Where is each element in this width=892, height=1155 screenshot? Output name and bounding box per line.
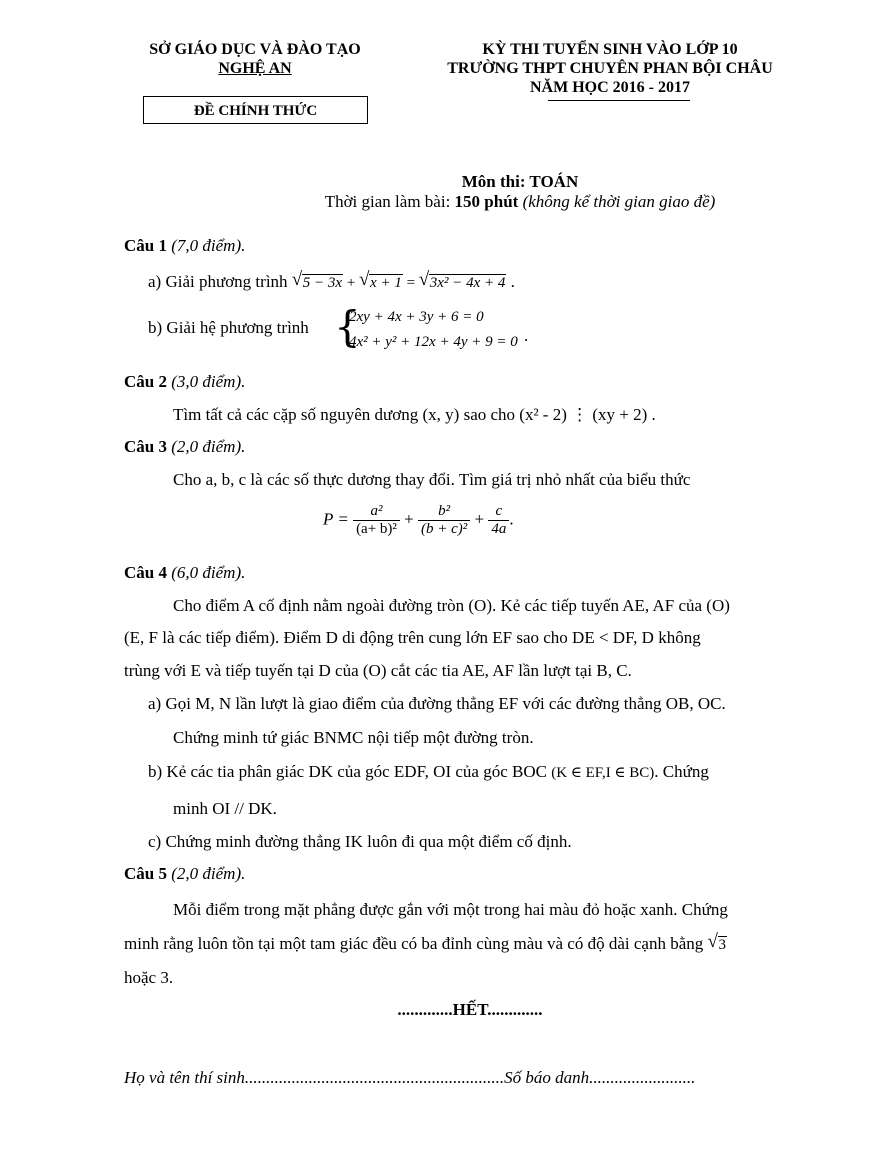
q1-a-term2: x + 1 [370, 275, 402, 291]
q1-a-term1: 5 − 3x [302, 275, 343, 291]
q3-title: Câu 3 [124, 437, 167, 456]
q4-a2: Chứng minh tứ giác BNMC nội tiếp một đường tròn. [173, 728, 534, 747]
q5-root: √ 3 [707, 931, 727, 953]
q4-b2: minh OI // DK. [173, 799, 277, 818]
q1-title: Câu 1 [124, 236, 167, 255]
f1-num: a² [353, 503, 400, 521]
q5-p2-text: minh rằng luôn tồn tại một tam giác đều có ba đỉnh cùng màu và có độ dài cạnh bằng [124, 934, 704, 953]
system-brace: { [334, 302, 361, 351]
q1-heading [124, 236, 245, 256]
end-marker: .............HẾT............. [397, 1000, 543, 1019]
q4-a1: a) Gọi M, N lần lượt là giao điểm của đường thẳng EF với các đường thẳng OB, OC. [148, 694, 726, 713]
candidate-info: Họ và tên thí sinh.............................................................Số báo danh......................... [124, 1068, 696, 1087]
q5-p1: Mỗi điểm trong mặt phẳng được gắn với một trong hai màu đỏ hoặc xanh. Chứng [173, 900, 728, 919]
q1-part-a: a) Giải phương trình √ 5 − 3x + √ x + 1 = √ 3x² − 4x + 4 . [148, 269, 515, 291]
exam-title: KỲ THI TUYỂN SINH VÀO LỚP 10 [482, 41, 738, 58]
q1-a-root1: √ 5 − 3x [291, 269, 343, 291]
q5-p3: hoặc 3. [124, 968, 174, 987]
q1-b-eq2: 4x² + y² + 12x + 4y + 9 = 0 [349, 334, 518, 350]
q5-p2 [124, 931, 727, 954]
time-value: 150 phút [454, 192, 519, 211]
q4-b1-text: b) Kẻ các tia phân giác DK của góc EDF, OI của góc BOC [148, 762, 547, 781]
header-rule [548, 100, 690, 101]
q1-a-root3: √ 3x² − 4x + 4 [418, 269, 506, 291]
q4-c1: c) Chứng minh đường thẳng IK luôn đi qua một điểm cố định. [148, 832, 572, 851]
q5-title: Câu 5 [124, 864, 167, 883]
q4-heading [124, 563, 245, 583]
province-name [120, 59, 390, 78]
f3-num: c [488, 503, 509, 521]
q4-p2: (E, F là các tiếp điểm). Điểm D di động trên cung lớn EF sao cho DE < DF, D không [124, 628, 701, 647]
q1-a-root2: √ x + 1 [359, 269, 402, 291]
time-info [200, 192, 840, 212]
q1-part-b-label: b) Giải hệ phương trình [148, 318, 309, 337]
official-exam-box: ĐỀ CHÍNH THỨC [143, 96, 368, 124]
fraction-1 [353, 503, 400, 538]
f3-den: 4a [491, 521, 507, 537]
q5-heading [124, 864, 245, 884]
p-label: P = [323, 509, 349, 529]
fraction-2 [418, 503, 470, 538]
q3-points: (2,0 điểm). [171, 437, 246, 456]
q3-expression: P = $\frac{\text{a²}}{\text{(a+ b)²}}$ + $\frac{\text{b²}}{\text{(b + c)²}}$ + $\frac{c}{4a}$ . [323, 503, 514, 537]
f1-den: (a+ b)² [356, 521, 397, 537]
q4-p3: trùng với E và tiếp tuyến tại D của (O) cắt các tia AE, AF lần lượt tại B, C. [124, 661, 632, 680]
q4-b1 [148, 762, 709, 782]
school-year: NĂM HỌC 2016 - 2017 [530, 79, 690, 96]
q3-text: Cho a, b, c là các số thực dương thay đổi. Tìm giá trị nhỏ nhất của biểu thức [173, 470, 691, 489]
q2-title: Câu 2 [124, 372, 167, 391]
time-note: (không kể thời gian giao đề) [522, 192, 716, 211]
q1-a-label: a) Giải phương trình [148, 272, 288, 291]
province-label: NGHỆ AN [218, 60, 292, 77]
q4-points: (6,0 điểm). [171, 563, 246, 582]
q4-b1-condition: (K ∈ EF,I ∈ BC) [551, 765, 655, 781]
q3-heading [124, 437, 245, 457]
q1-b-period: . [524, 326, 529, 345]
q5-root-value: 3 [718, 937, 727, 953]
q1-b-eq1: 2xy + 4x + 3y + 6 = 0 [349, 309, 484, 325]
q1-a-term3: 3x² − 4x + 4 [429, 275, 506, 291]
q2-heading [124, 372, 245, 392]
subject-title: Môn thi: TOÁN [461, 172, 579, 191]
q4-p1: Cho điểm A cố định nằm ngoài đường tròn (O). Kẻ các tiếp tuyến AE, AF của (O) [173, 596, 730, 615]
fraction-3 [488, 503, 509, 538]
q4-title: Câu 4 [124, 563, 167, 582]
f2-num: b² [418, 503, 470, 521]
dept-name: SỞ GIÁO DỤC VÀ ĐÀO TẠO [149, 41, 361, 58]
q1-points: (7,0 điểm). [171, 236, 246, 255]
time-prefix: Thời gian làm bài: [324, 192, 455, 211]
f2-den: (b + c)² [421, 521, 468, 537]
q2-text: Tìm tất cả các cặp số nguyên dương (x, y) sao cho (x² - 2) ⋮ (xy + 2) . [173, 405, 656, 424]
q4-b1-post: . Chứng [654, 762, 709, 781]
q2-points: (3,0 điểm). [171, 372, 246, 391]
school-name: TRƯỜNG THPT CHUYÊN PHAN BỘI CHÂU [447, 60, 773, 77]
q5-points: (2,0 điểm). [171, 864, 246, 883]
